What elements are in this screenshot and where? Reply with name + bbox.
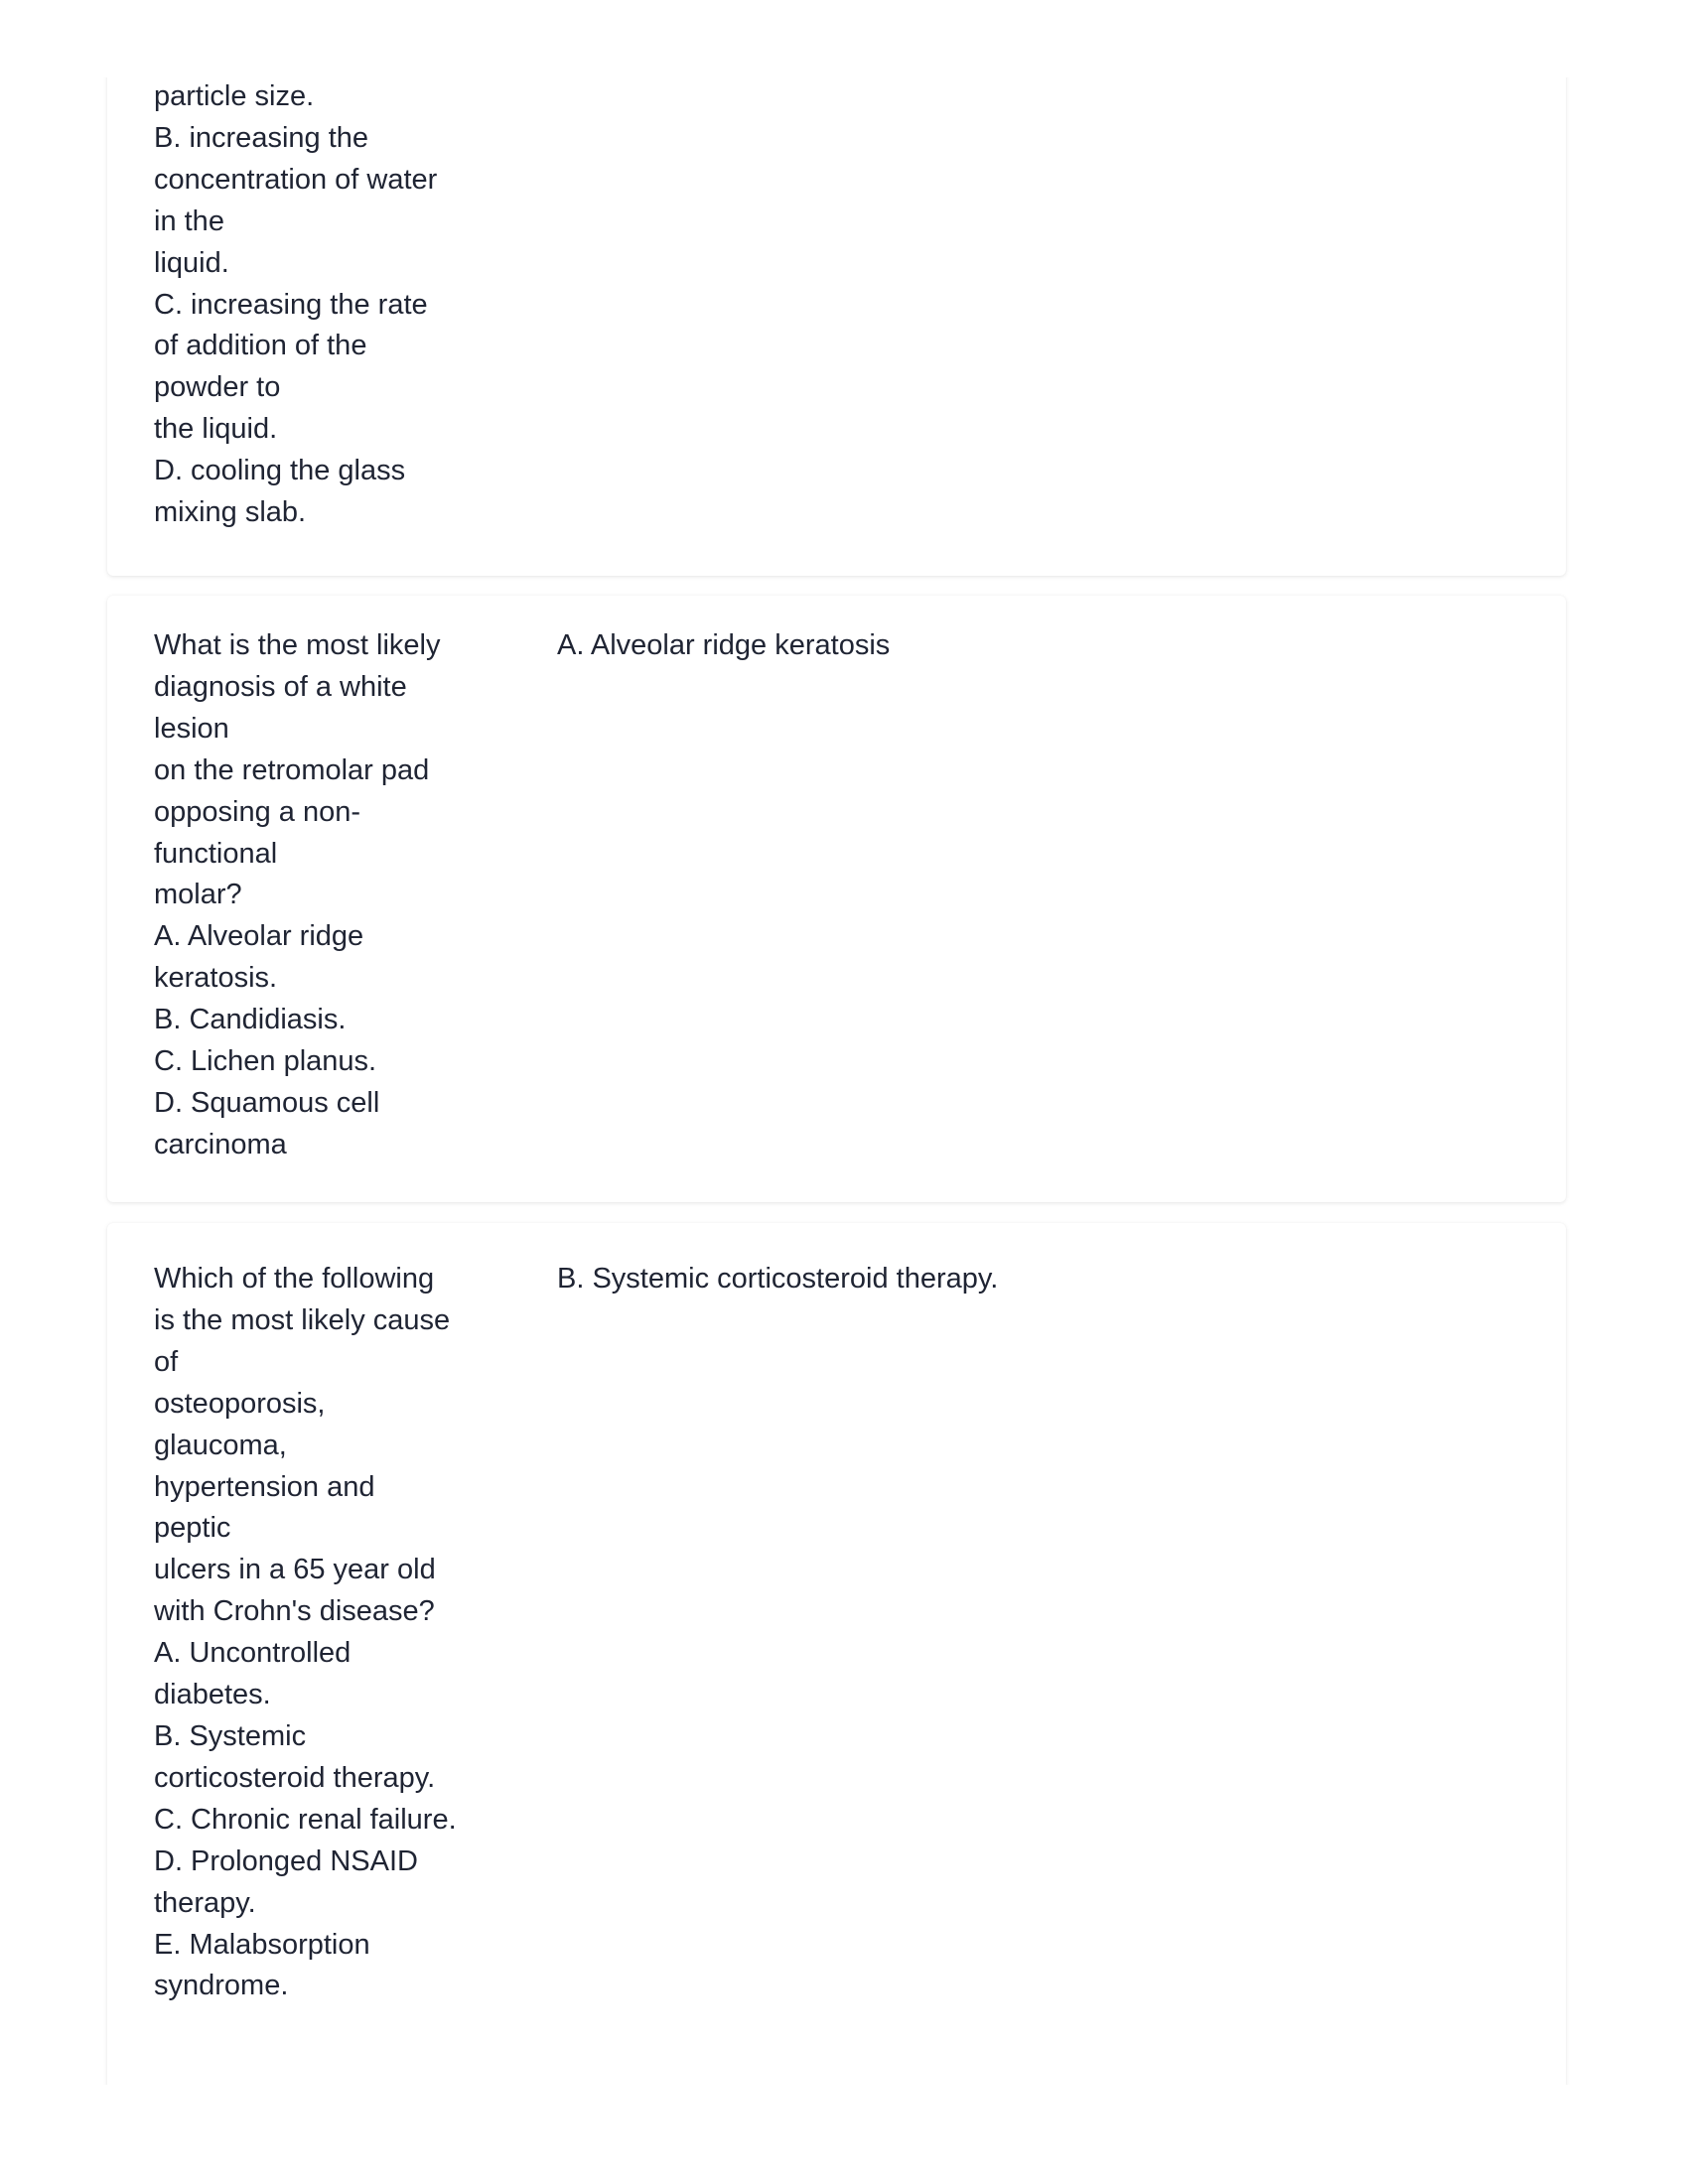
card-answer: A. Alveolar ridge keratosis — [557, 629, 891, 661]
card-question: Which of the following is the most likely cause of osteoporosis, glaucoma, hypertension and peptic ulcers in a 65 year old with Crohn's disease? A. Uncontrolled diabetes. B. Systemic corticosteroid therapy. C. Chronic renal failure. D. Prolonged NSAID therapy. E. Malabsorption syndrome. — [154, 1263, 457, 2002]
flashcard-list — [99, 77, 1589, 2085]
card-question: What is the most likely diagnosis of a white lesion on the retromolar pad opposing a non- functional molar? A. Alveolar ridge keratosis. B. Candidiasis. C. Lichen planus. D. Squamous cell carcinoma — [154, 629, 441, 1160]
card-question: particle size. B. increasing the concentration of water in the liquid. C. increasing the rate of addition of the powder to the liquid. D. cooling the glass mixing slab. — [154, 80, 438, 529]
card-answer: B. Systemic corticosteroid therapy. — [557, 1263, 999, 1295]
flashcard — [107, 77, 1566, 576]
flashcard — [107, 1223, 1566, 2085]
flashcard — [107, 596, 1566, 1202]
